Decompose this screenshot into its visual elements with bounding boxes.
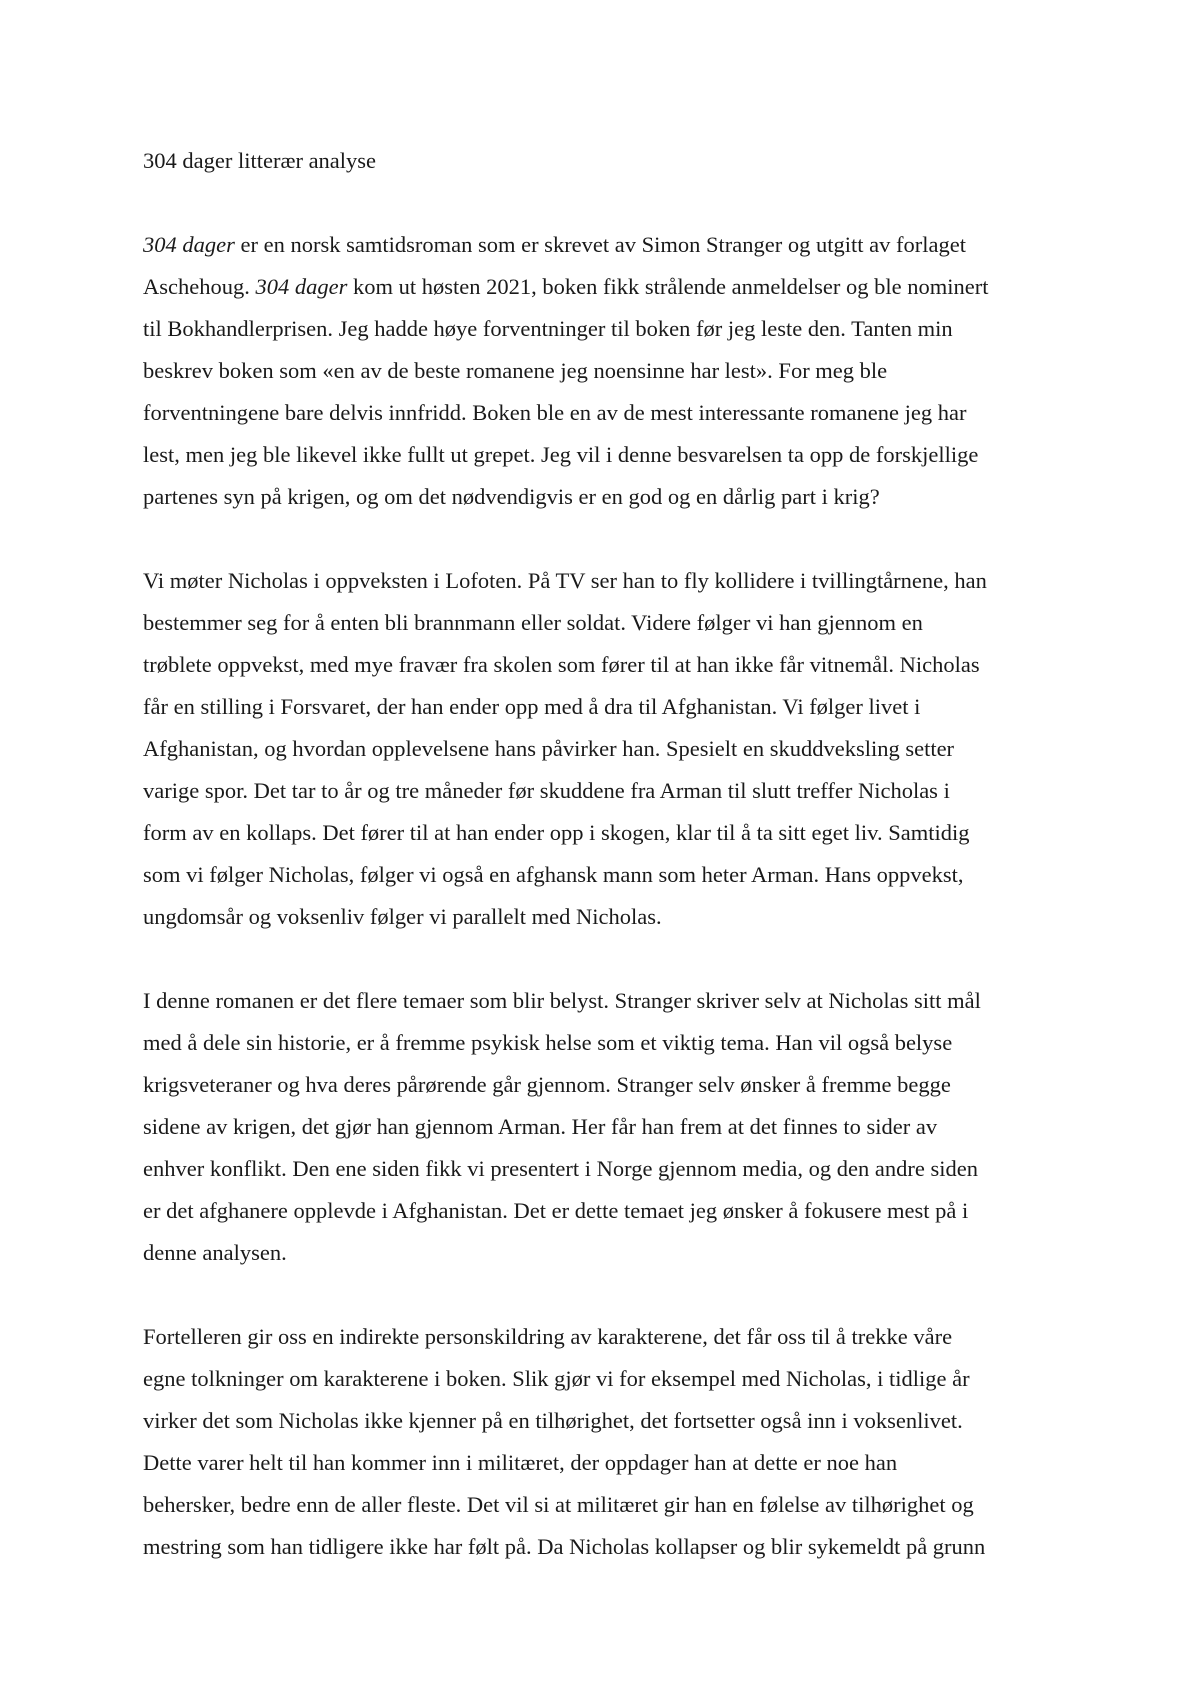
body-text: varige spor. Det tar to år og tre måneder før skuddene fra Arman til slutt treffer Nicholas i	[143, 778, 950, 803]
text-line	[143, 1106, 1073, 1148]
text-line	[143, 602, 1073, 644]
body-text: er det afghanere opplevde i Afghanistan. Det er dette temaet jeg ønsker å fokusere mest på i	[143, 1198, 969, 1223]
body-text: med å dele sin historie, er å fremme psykisk helse som et viktig tema. Han vil også belyse	[143, 1030, 953, 1055]
body-text: forventningene bare delvis innfridd. Boken ble en av de mest interessante romanene jeg har	[143, 400, 967, 425]
body-text: mestring som han tidligere ikke har følt på. Da Nicholas kollapser og blir sykemeldt på grunn	[143, 1534, 986, 1559]
text-line	[143, 980, 1073, 1022]
text-line	[143, 350, 1073, 392]
paragraph	[143, 1316, 1073, 1568]
text-line	[143, 770, 1073, 812]
text-line	[143, 266, 1073, 308]
text-line	[143, 392, 1073, 434]
paragraph-container	[143, 224, 1073, 1568]
body-text: behersker, bedre enn de aller fleste. Det vil si at militæret gir han en følelse av tilhørighet og	[143, 1492, 974, 1517]
text-line	[143, 854, 1073, 896]
body-text: I denne romanen er det flere temaer som blir belyst. Stranger skriver selv at Nicholas sitt mål	[143, 988, 981, 1013]
text-line	[143, 434, 1073, 476]
body-text: virker det som Nicholas ikke kjenner på en tilhørighet, det fortsetter også inn i voksenlivet.	[143, 1408, 963, 1433]
document-title: 304 dager litterær analyse	[143, 148, 377, 173]
body-text: denne analysen.	[143, 1240, 287, 1265]
body-text: form av en kollaps. Det fører til at han ender opp i skogen, klar til å ta sitt eget liv. Samtidig	[143, 820, 970, 845]
text-line	[143, 1148, 1073, 1190]
text-line	[143, 1484, 1073, 1526]
body-text: Dette varer helt til han kommer inn i militæret, der oppdager han at dette er noe han	[143, 1450, 898, 1475]
text-line	[143, 308, 1073, 350]
text-line	[143, 686, 1073, 728]
text-line	[143, 1526, 1073, 1568]
italic-title-text: 304 dager	[143, 232, 235, 257]
body-text: bestemmer seg for å enten bli brannmann eller soldat. Videre følger vi han gjennom en	[143, 610, 923, 635]
paragraph	[143, 980, 1073, 1274]
body-text: partenes syn på krigen, og om det nødvendigvis er en god og en dårlig part i krig?	[143, 484, 880, 509]
text-line	[143, 644, 1073, 686]
body-text: beskrev boken som «en av de beste romanene jeg noensinne har lest». For meg ble	[143, 358, 888, 383]
body-text: trøblete oppvekst, med mye fravær fra skolen som fører til at han ikke får vitnemål. Nicholas	[143, 652, 980, 677]
body-text: enhver konflikt. Den ene siden fikk vi presentert i Norge gjennom media, og den andre siden	[143, 1156, 978, 1181]
body-text: sidene av krigen, det gjør han gjennom Arman. Her får han frem at det finnes to sider av	[143, 1114, 938, 1139]
text-line	[143, 1232, 1073, 1274]
body-text: egne tolkninger om karakterene i boken. Slik gjør vi for eksempel med Nicholas, i tidlige år	[143, 1366, 970, 1391]
body-text: ungdomsår og voksenliv følger vi parallelt med Nicholas.	[143, 904, 662, 929]
body-text: Vi møter Nicholas i oppveksten i Lofoten. På TV ser han to fly kollidere i tvillingtårnene, han	[143, 568, 987, 593]
text-line	[143, 1400, 1073, 1442]
text-line	[143, 1022, 1073, 1064]
text-line	[143, 1316, 1073, 1358]
text-line	[143, 1190, 1073, 1232]
paragraph	[143, 224, 1073, 518]
body-text: lest, men jeg ble likevel ikke fullt ut grepet. Jeg vil i denne besvarelsen ta opp de forskjellige	[143, 442, 979, 467]
text-line	[143, 560, 1073, 602]
body-text: Fortelleren gir oss en indirekte personskildring av karakterene, det får oss til å trekke våre	[143, 1324, 953, 1349]
body-text: krigsveteraner og hva deres pårørende går gjennom. Stranger selv ønsker å fremme begge	[143, 1072, 951, 1097]
body-text: som vi følger Nicholas, følger vi også en afghansk mann som heter Arman. Hans oppvekst,	[143, 862, 964, 887]
text-line	[143, 812, 1073, 854]
text-line	[143, 1064, 1073, 1106]
body-text: Aschehoug.	[143, 274, 256, 299]
body-text: får en stilling i Forsvaret, der han ender opp med å dra til Afghanistan. Vi følger livet i	[143, 694, 921, 719]
document-body	[143, 140, 1073, 1610]
paragraph	[143, 560, 1073, 938]
text-line	[143, 224, 1073, 266]
text-line	[143, 896, 1073, 938]
text-line	[143, 1358, 1073, 1400]
text-line	[143, 476, 1073, 518]
italic-title-text: 304 dager	[255, 274, 348, 299]
text-line	[143, 728, 1073, 770]
body-text: Afghanistan, og hvordan opplevelsene hans påvirker han. Spesielt en skuddveksling setter	[143, 736, 955, 761]
body-text: kom ut høsten 2021, boken fikk strålende anmeldelser og ble nominert	[347, 274, 989, 299]
body-text: er en norsk samtidsroman som er skrevet av Simon Stranger og utgitt av forlaget	[234, 232, 966, 257]
body-text: til Bokhandlerprisen. Jeg hadde høye forventninger til boken før jeg leste den. Tanten min	[143, 316, 953, 341]
text-line	[143, 1442, 1073, 1484]
